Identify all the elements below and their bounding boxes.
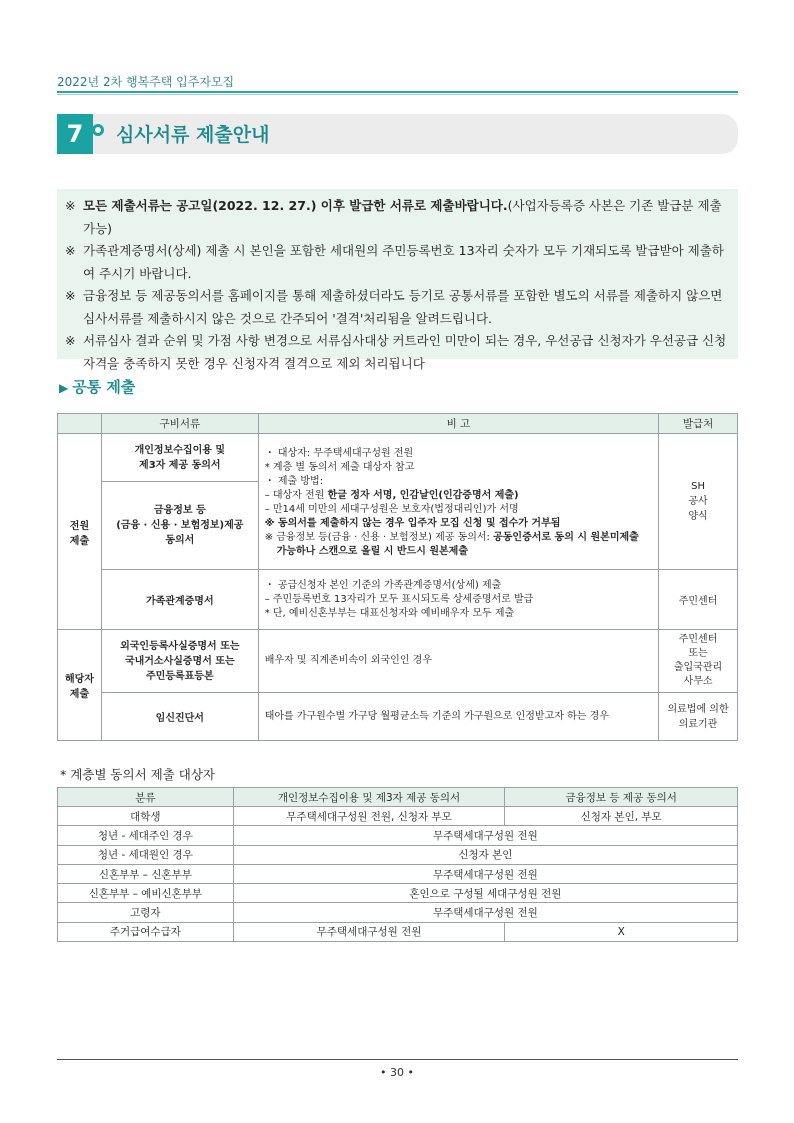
reference-mark: ※ (65, 198, 76, 213)
doc-name-cell: 가족관계증명서 (101, 570, 258, 630)
section-dot-icon (92, 124, 104, 136)
category-cell: 신혼부부 – 예비신혼부부 (58, 884, 234, 903)
note-line: * 단, 예비신혼부부는 대표신청자와 예비배우자 모두 제출 (264, 607, 515, 619)
table-header-row (58, 788, 738, 807)
category-cell: 대학생 (58, 807, 234, 826)
issuer-cell: SH 공사 양식 (659, 434, 738, 570)
footer-rule (57, 1059, 738, 1060)
notice-text: (사업자등록증 사본은 기존 발급분 제출가능) (83, 198, 722, 236)
table-header: 금융정보 등 제공 동의서 (505, 788, 738, 807)
consent-cell: 무주택세대구성원 전원 (233, 864, 737, 883)
consent-cell: 무주택세대구성원 전원 (233, 922, 505, 941)
category-cell: 청년 - 세대원인 경우 (58, 845, 234, 864)
reference-mark: ※ (65, 288, 76, 303)
note-line: – 만14세 미만의 세대구성원은 보호자(법정대리인)가 서명 (264, 503, 519, 515)
doc-name-cell: 외국인등록사실증명서 또는 국내거소사실증명서 또는 주민등록표등본 (101, 630, 258, 693)
table-header: 분류 (58, 788, 234, 807)
issuer-cell: 의료법에 의한 의료기관 (659, 693, 738, 741)
table-row (58, 434, 738, 482)
note-line: – 대상자 전원 한글 정자 서명, 인감날인(인감증명서 제출) (264, 489, 519, 501)
note-line: – 주민등록번호 13자리가 모두 표시되도록 상세증명서로 발급 (264, 593, 534, 605)
note-line: 가능하나 스캔으로 올릴 시 반드시 원본제출 (276, 545, 468, 557)
note-line: ※ 금융정보 등(금융 · 신용 · 보험정보) 제공 동의서: 공동인증서로 동의 시 원본미제출 (264, 531, 639, 543)
consent-cell: 무주택세대구성원 전원 (233, 826, 737, 845)
table-row (58, 826, 738, 845)
issuer-cell: 주민센터 또는 출입국관리 사무소 (659, 630, 738, 693)
notice-item (65, 285, 728, 330)
header-rule (57, 91, 738, 93)
consent-cell: 신청자 본인 (233, 845, 737, 864)
section-number: 7 (57, 114, 93, 154)
group-all-cell: 전원 제출 (58, 434, 102, 630)
note-line: ・ 대상자: 무주택세대구성원 전원 (264, 447, 414, 459)
table-row (58, 807, 738, 826)
note-cell (258, 434, 658, 570)
table-row (58, 845, 738, 864)
consent-footnote: * 계층별 동의서 제출 대상자 (60, 767, 215, 782)
category-cell: 신혼부부 – 신혼부부 (58, 864, 234, 883)
consent-table (57, 787, 738, 942)
category-cell: 고령자 (58, 903, 234, 922)
issuer-cell: 주민센터 (659, 570, 738, 630)
section-title: 심사서류 제출안내 (116, 124, 270, 146)
table-row (58, 570, 738, 630)
table-header: 구비서류 (101, 414, 258, 434)
table-header: 발급처 (659, 414, 738, 434)
table-row (58, 630, 738, 693)
common-documents-table (57, 413, 738, 741)
consent-cell: X (505, 922, 738, 941)
table-row (58, 864, 738, 883)
note-line: * 계층 별 동의서 제출 대상자 참고 (264, 461, 415, 473)
notice-item (65, 330, 728, 375)
notice-box (57, 189, 738, 371)
header-rule-thin (57, 94, 738, 95)
doc-name-cell: 임신진단서 (101, 693, 258, 741)
notice-item (65, 195, 728, 240)
notice-text: 가족관계증명서(상세) 제출 시 본인을 포함한 세대원의 주민등록번호 13자리 숫자가 모두 기재되도록 발급받아 제출하여 주시기 바랍니다. (83, 243, 724, 281)
consent-cell: 무주택세대구성원 전원 (233, 903, 737, 922)
triangle-right-icon: ▶ (59, 381, 69, 395)
table-row (58, 884, 738, 903)
table-header: 비 고 (258, 414, 658, 434)
category-cell: 청년 - 세대주인 경우 (58, 826, 234, 845)
notice-text: 금융정보 등 제공동의서를 홈페이지를 통해 제출하셨더라도 등기로 공통서류를 포함한 별도의 서류를 제출하지 않으면 심사서류를 제출하시지 않은 것으로 간주되어 '결격'처리됨을 알려드립니다. (83, 288, 723, 326)
table-header: 개인정보수집이용 및 제3자 제공 동의서 (233, 788, 505, 807)
notice-bold: 모든 제출서류는 공고일(2022. 12. 27.) 이후 발급한 서류로 제출바랍니다. (83, 198, 508, 213)
table-row (58, 922, 738, 941)
note-line: ・ 제출 방법: (264, 475, 324, 487)
notice-text: 서류심사 결과 순위 및 가점 사항 변경으로 서류심사대상 커트라인 미만이 되는 경우, 우선공급 신청자가 우선공급 신청자격을 충족하지 못한 경우 신청자격 결격으로 제외 처리됩니다 (83, 333, 727, 371)
running-header: 2022년 2차 행복주택 입주자모집 (57, 75, 235, 89)
table-header-row (58, 414, 738, 434)
consent-cell: 무주택세대구성원 전원, 신청자 부모 (233, 807, 505, 826)
note-line: ・ 공급신청자 본인 기준의 가족관계증명서(상세) 제출 (264, 579, 502, 591)
table-row (58, 693, 738, 741)
doc-name-cell: 금융정보 등 (금융 · 신용 · 보험정보)제공 동의서 (101, 482, 258, 570)
table-row (58, 903, 738, 922)
note-cell: 배우자 및 직계존비속이 외국인인 경우 (258, 630, 658, 693)
consent-cell: 혼인으로 구성될 세대구성원 전원 (233, 884, 737, 903)
doc-name-cell: 개인정보수집이용 및 제3자 제공 동의서 (101, 434, 258, 482)
subsection-title (59, 376, 135, 397)
table-header (58, 414, 102, 434)
subsection-title-text: 공통 제출 (72, 378, 136, 396)
note-cell (258, 570, 658, 630)
reference-mark: ※ (65, 333, 76, 348)
group-some-cell: 해당자 제출 (58, 630, 102, 741)
page-number: • 30 • (380, 1066, 414, 1079)
note-line: ※ 동의서를 제출하지 않는 경우 입주자 모집 신청 및 접수가 거부됨 (264, 517, 561, 529)
notice-item (65, 240, 728, 285)
reference-mark: ※ (65, 243, 76, 258)
category-cell: 주거급여수급자 (58, 922, 234, 941)
consent-cell: 신청자 본인, 부모 (505, 807, 738, 826)
note-cell: 태아를 가구원수별 가구당 월평균소득 기준의 가구원으로 인정받고자 하는 경우 (258, 693, 658, 741)
